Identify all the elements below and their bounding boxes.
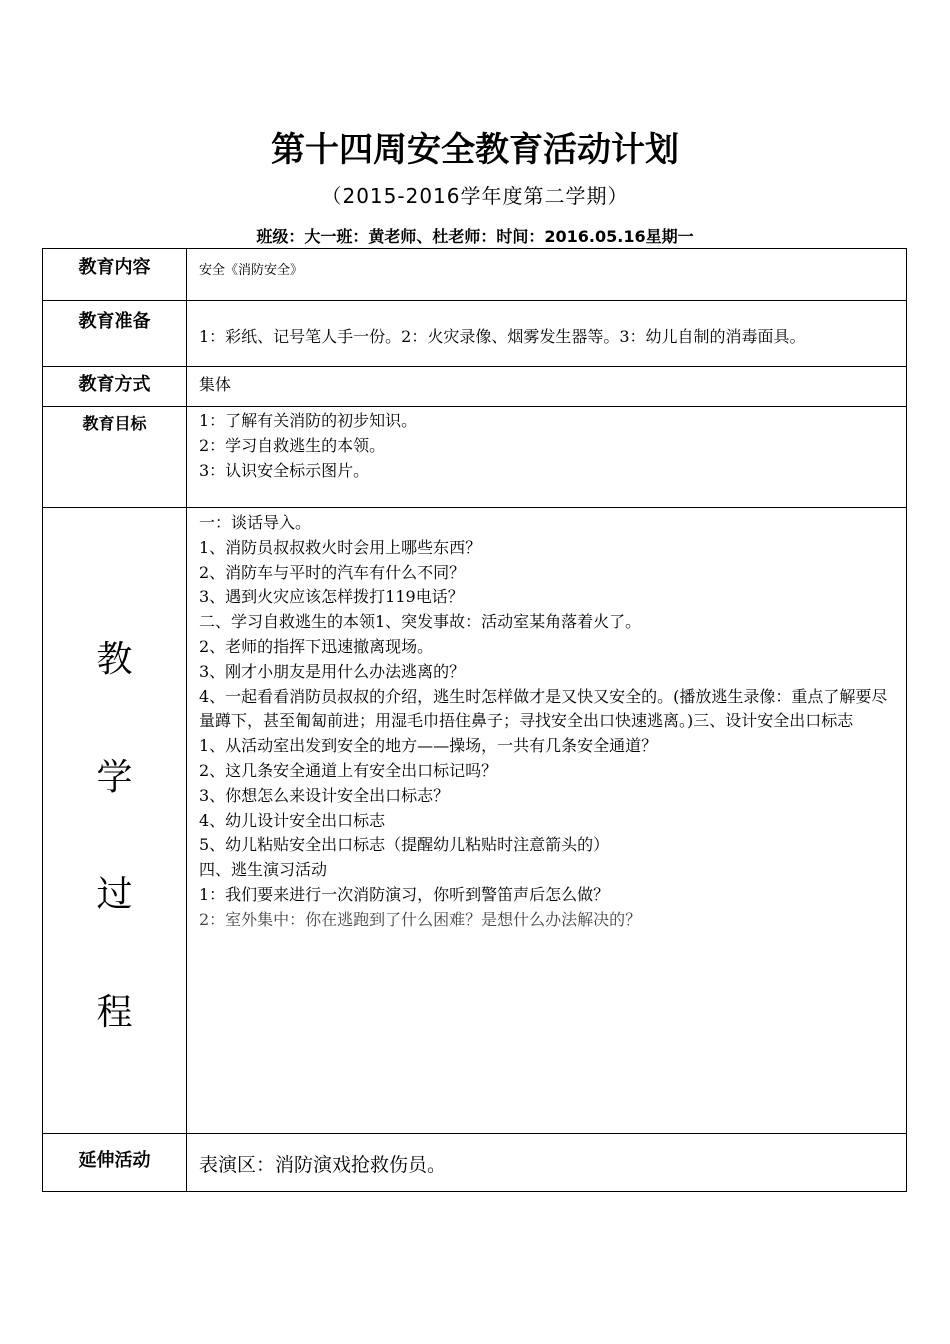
process-char: 过 [96,874,133,916]
plan-table [42,248,907,1192]
row-method [43,367,907,407]
document-subtitle: （2015-2016学年度第二学期） [321,184,629,208]
row-process [43,508,907,1134]
label-process [43,508,187,1134]
value-content-cell [187,249,907,301]
value-method: 集体 [199,375,232,394]
goals-list [187,407,906,483]
label-extension [43,1134,187,1192]
process-line: 4、幼儿设计安全出口标志 [199,810,386,830]
goal-item: 3：认识安全标示图片。 [199,460,370,480]
label-preparation-text: 教育准备 [78,311,151,332]
row-content [43,249,907,301]
process-line: 5、幼儿粘贴安全出口标志（提醒幼儿粘贴时注意箭头的） [199,835,610,855]
process-char: 程 [96,991,133,1033]
process-line: 1：我们要来进行一次消防演习，你听到警笛声后怎么做？ [199,884,610,904]
row-extension [43,1134,907,1192]
value-process-cell [187,508,907,1134]
value-preparation-cell [187,301,907,367]
process-line: 二、学习自救逃生的本领1、突发事故：活动室某角落着火了。 [199,612,642,632]
process-line: 1、消防员叔叔救火时会用上哪些东西？ [199,537,482,557]
label-extension-text: 延伸活动 [78,1150,151,1171]
process-char: 学 [96,756,133,798]
label-method-text: 教育方式 [78,374,151,395]
row-preparation [43,301,907,367]
process-line: 一：谈话导入。 [199,513,312,532]
process-line: 3、你想怎么来设计安全出口标志？ [199,785,450,805]
process-line: 四、逃生演习活动 [199,860,328,880]
value-extension: 表演区：消防演戏抢救伤员。 [199,1154,447,1176]
process-line: 3、刚才小朋友是用什么办法逃离的？ [199,661,466,681]
process-line: 1、从活动室出发到安全的地方——操场，一共有几条安全通道？ [199,736,658,756]
process-line: 3、遇到火灾应该怎样拨打119电话？ [199,587,464,607]
process-line: 2、这几条安全通道上有安全出口标记吗？ [199,760,498,780]
label-content-text: 教育内容 [78,257,151,278]
label-goals [43,407,187,508]
process-line: 2：室外集中：你在逃跑到了什么困难？是想什么办法解决的？ [199,909,642,929]
goal-item: 1：了解有关消防的初步知识。 [199,411,418,430]
row-goals [43,407,907,508]
process-vertical-label [43,508,186,1068]
label-content [43,249,187,301]
process-char: 教 [96,639,133,681]
value-method-cell [187,367,907,407]
class-info: 班级：大一班：黄老师、杜老师：时间：2016.05.16星期一 [256,227,694,246]
document-title: 第十四周安全教育活动计划 [271,130,679,170]
value-goals-cell [187,407,907,508]
process-line: 2、消防车与平时的汽车有什么不同？ [199,562,466,582]
label-goals-text: 教育目标 [82,414,147,433]
value-preparation: 1：彩纸、记号笔人手一份。2：火灾录像、烟雾发生器等。3：幼儿自制的消毒面具。 [199,327,806,346]
process-lines [187,508,906,933]
process-line: 2、老师的指挥下迅速撤离现场。 [199,636,434,656]
label-method [43,367,187,407]
value-content: 安全《消防安全》 [199,263,304,278]
process-line: 4、一起看看消防员叔叔的介绍，逃生时怎样做才是又快又安全的。(播放逃生录像：重点了解要尽量蹲下，甚至匍匐前进；用湿毛巾捂住鼻子；寻找安全出口快速逃离。)三、设计安全出口标志 [199,686,888,731]
goal-item: 2：学习自救逃生的本领。 [199,435,386,455]
value-extension-cell [187,1134,907,1192]
label-preparation [43,301,187,367]
